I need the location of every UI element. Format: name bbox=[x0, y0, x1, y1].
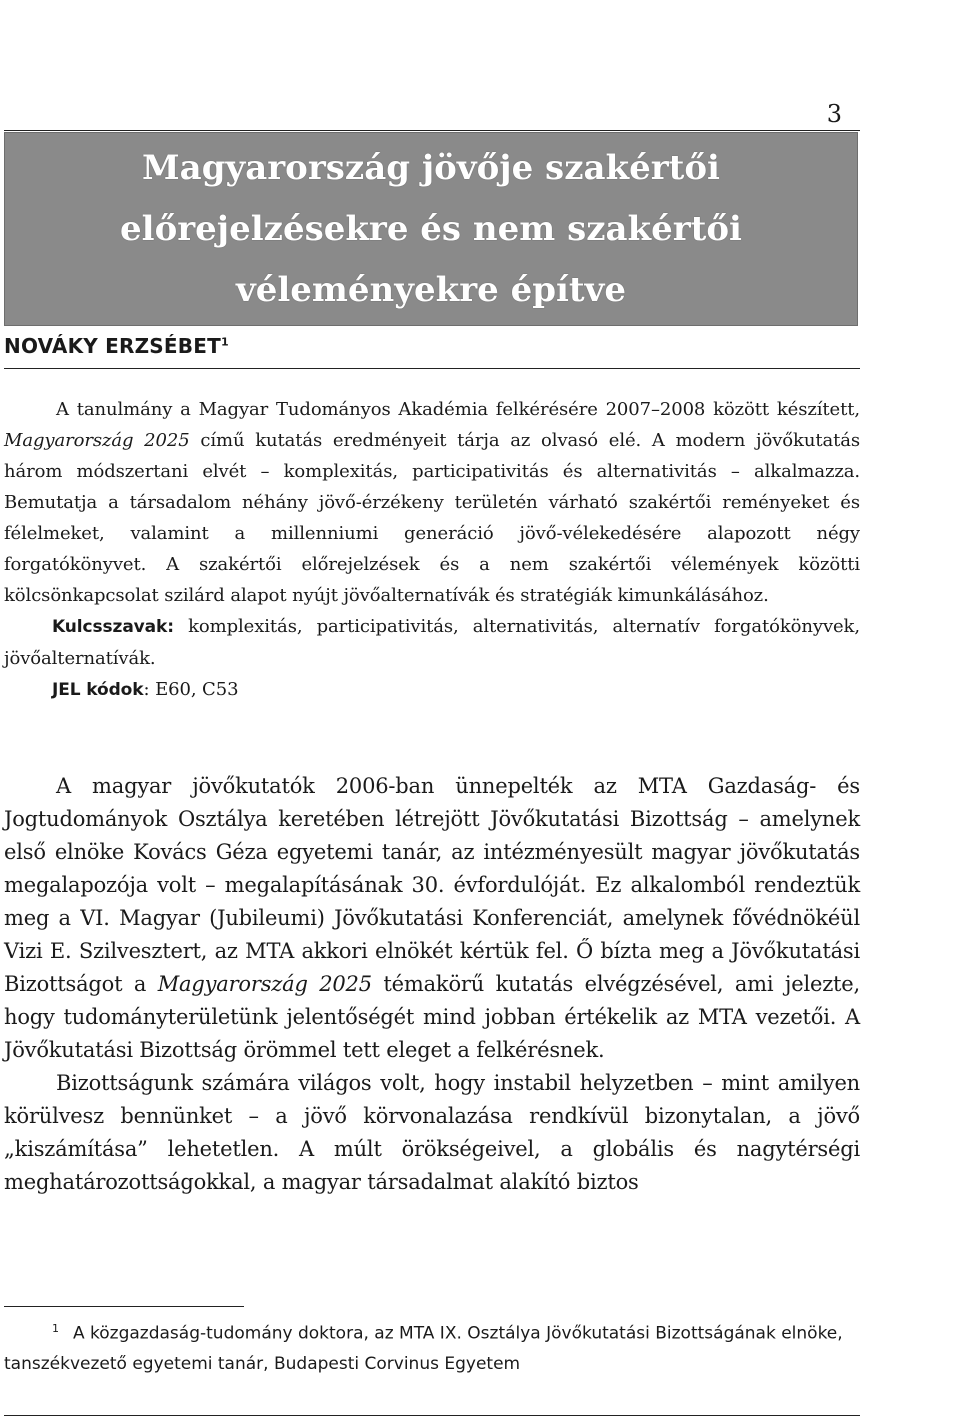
jel-codes bbox=[4, 674, 860, 706]
footnote-mark: 1 bbox=[52, 1322, 59, 1335]
keywords bbox=[4, 611, 860, 674]
keywords-label: Kulcsszavak: bbox=[52, 617, 174, 637]
jel-label: JEL kódok bbox=[52, 680, 144, 700]
footnote bbox=[4, 1314, 860, 1379]
keywords-text: komplexitás, participativitás, alternativitás, alternatív forgatókönyvek, jövőalternatívák. bbox=[4, 616, 860, 669]
author-text: NOVÁKY ERZSÉBET bbox=[4, 334, 221, 358]
body-text-span: témakörű kutatás elvégzésével, ami jelezte, hogy tudományterületünk jelentőségét mind jobban értékelik az MTA vezetői. A Jövőkutatási Bizottság örömmel tett eleget a felkérésnek. bbox=[4, 972, 860, 1062]
author-name bbox=[4, 336, 229, 356]
title-banner bbox=[4, 132, 858, 326]
page-number: 3 bbox=[826, 100, 842, 128]
abstract-text: A tanulmány a Magyar Tudományos Akadémia felkérésére 2007–2008 között készített, bbox=[56, 399, 860, 420]
body-text-span: A magyar jövőkutatók 2006-ban ünnepelték az MTA Gazdaság- és Jogtudományok Osztálya keretében létrejött Jövőkutatási Bizottság – amelynek első elnöke Kovács Géza egyetemi tanár, az intézményesült magyar jövőkutatás megalapozója volt – megalapításának 30. évfordulóját. Ez alkalomból rendeztük meg a VI. Magyar (Jubileumi) Jövőkutatási Konferenciát, amelynek fővédnökéül Vizi E. Szilvesztert, az MTA akkori elnökét kértük fel. Ő bízta meg a Jövőkutatási Bizottságot a bbox=[4, 774, 860, 996]
footer-rule bbox=[4, 1415, 860, 1416]
article-title: Magyarország jövője szakértői előrejelzésekre és nem szakértői véleményekre építve bbox=[120, 147, 742, 310]
abstract-text: című kutatás eredményeit tárja az olvasó elé. A modern jövőkutatás három módszertani elvét – komplexitás, participativitás és alternativitás – alkalmazza. Bemutatja a társadalom néhány jövő-érzékeny területén várható szakértői reményeket és félelmeket, valamint a millenniumi generáció jövő-vélekedésére alapozott négy forgatókönyvet. A szakértői előrejelzések és a nem szakértői vélemények közötti kölcsönkapcsolat szilárd alapot nyújt jövőalternatívák és stratégiák kimunkálásához. bbox=[4, 430, 860, 606]
body-paragraph: Bizottságunk számára világos volt, hogy instabil helyzetben – mint amilyen körülvesz bennünket – a jövő körvonalazása rendkívül bizonytalan, a jövő „kiszámítása” lehetetlen. A múlt örökségeivel, a globális és nagytérségi meghatározottságokkal, a magyar társadalmat alakító biztos bbox=[4, 1071, 860, 1194]
abstract bbox=[4, 394, 860, 706]
abstract-paragraph bbox=[4, 394, 860, 611]
body-italic-title: Magyarország 2025 bbox=[157, 972, 372, 996]
author-rule bbox=[4, 368, 860, 369]
footnote-text: A közgazdaság-tudomány doktora, az MTA IX. Osztálya Jövőkutatási Bizottságának elnöke, tanszékvezető egyetemi tanár, Budapesti Corvinus Egyetem bbox=[4, 1323, 843, 1374]
author-footnote-mark: 1 bbox=[220, 335, 229, 349]
jel-text: : E60, C53 bbox=[143, 679, 239, 700]
body-text bbox=[4, 770, 860, 1199]
body-paragraph bbox=[4, 770, 860, 1067]
abstract-italic-title: Magyarország 2025 bbox=[4, 430, 190, 451]
header-rule bbox=[4, 130, 860, 131]
footnote-rule bbox=[4, 1306, 244, 1307]
